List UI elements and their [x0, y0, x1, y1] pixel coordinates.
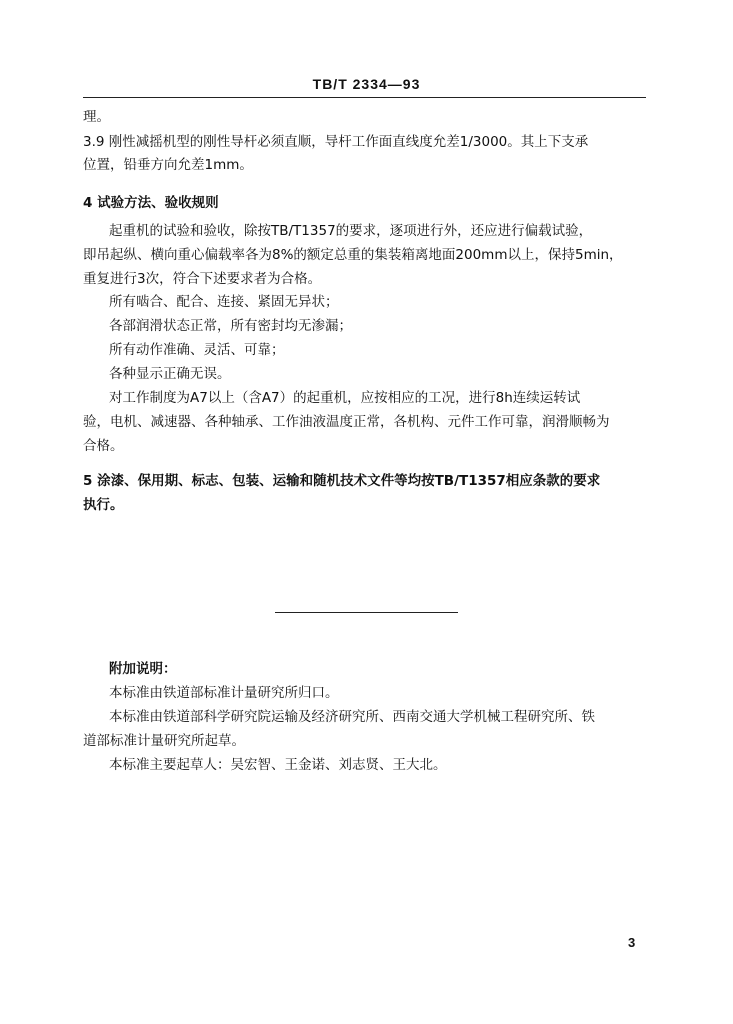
notes-line-2: 本标准由铁道部科学研究院运输及经济研究所、西南交通大学机械工程研究所、铁 [109, 709, 595, 725]
section-4-para-2-line-2: 验，电机、减速器、各种轴承、工作油液温度正常，各机构、元件工作可靠，润滑顺畅为 [83, 414, 610, 430]
page-header-title: TB/T 2334—93 [312, 76, 421, 92]
requirement-item-4: 各种显示正确无误。 [109, 366, 231, 382]
requirement-item-2: 各部润滑状态正常，所有密封均无渗漏； [109, 318, 352, 334]
section-5-line-1: 5 涂漆、保用期、标志、包装、运输和随机技术文件等均按TB/T1357相应条款的要求 [83, 473, 601, 489]
notes-line-1: 本标准由铁道部标准计量研究所归口。 [109, 685, 339, 701]
clause-3-9-line-1: 3.9 刚性减摇机型的刚性导杆必须直顺，导杆工作面直线度允差1/3000。其上下支承 [83, 134, 589, 150]
page-number: 3 [628, 935, 636, 950]
requirement-item-3: 所有动作准确、灵活、可靠； [109, 342, 285, 358]
section-4-para-1-line-3: 重复进行3次，符合下述要求者为合格。 [83, 271, 322, 287]
section-divider [275, 612, 458, 613]
section-4-para-2-line-3: 合格。 [83, 438, 124, 454]
section-4-para-1-line-1: 起重机的试验和验收，除按TB/T1357的要求，逐项进行外，还应进行偏载试验， [109, 223, 593, 239]
notes-line-3: 道部标准计量研究所起草。 [83, 733, 245, 749]
body-line-1: 理。 [83, 109, 110, 125]
clause-3-9-line-2: 位置，铅垂方向允差1mm。 [83, 157, 253, 173]
section-4-para-2-line-1: 对工作制度为A7以上（含A7）的起重机，应按相应的工况，进行8h连续运转试 [109, 390, 581, 406]
section-5-line-2: 执行。 [83, 497, 124, 513]
notes-line-4: 本标准主要起草人：吴宏智、王金诺、刘志贤、王大北。 [109, 757, 447, 773]
header-rule [83, 97, 646, 98]
notes-heading: 附加说明： [109, 661, 177, 677]
requirement-item-1: 所有啮合、配合、连接、紧固无异状； [109, 294, 339, 310]
section-4-para-1-line-2: 即吊起纵、横向重心偏载率各为8%的额定总重的集装箱离地面200mm以上，保持5min， [83, 247, 623, 263]
section-4-heading: 4 试验方法、验收规则 [83, 195, 219, 211]
